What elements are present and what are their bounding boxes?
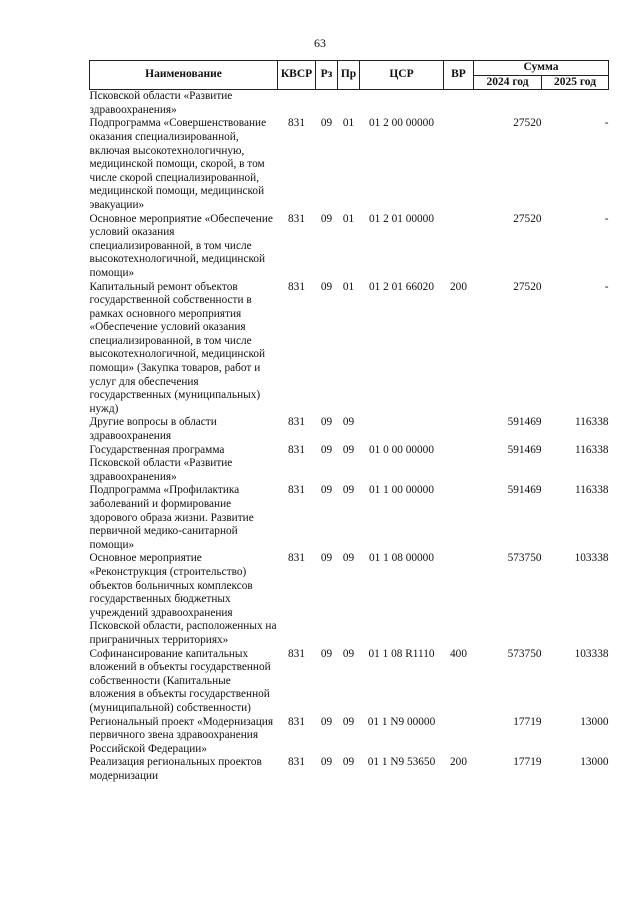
cell-pr: 09 xyxy=(342,416,355,429)
cell-csr xyxy=(360,416,444,443)
table-body xyxy=(90,90,609,784)
cell-pr: 01 xyxy=(342,280,355,293)
cell-csr: 01 1 N9 00000 xyxy=(367,715,436,728)
cell-vr xyxy=(444,90,474,118)
table-row xyxy=(90,484,609,552)
cell-pr: 09 xyxy=(342,443,355,456)
cell-pr: 09 xyxy=(342,647,355,660)
cell-rz: 09 xyxy=(320,117,333,130)
cell-rz xyxy=(316,90,338,118)
cell-vr xyxy=(444,716,474,757)
cell-pr: 09 xyxy=(342,552,355,565)
cell-vr: 400 xyxy=(450,647,467,660)
cell-sum-2025: - xyxy=(604,212,609,225)
cell-vr xyxy=(444,444,474,485)
cell-csr: 01 2 00 00000 xyxy=(369,117,434,130)
table-row xyxy=(90,648,609,716)
cell-name: Основное мероприятие «Обеспечение условий оказания специализированной, в том числе высокотехнологичной, медицинской помощи» xyxy=(89,212,273,279)
cell-pr: 09 xyxy=(342,715,355,728)
cell-rz: 09 xyxy=(320,552,333,565)
header-kvsr: КВСР xyxy=(278,61,316,90)
cell-csr: 01 1 00 00000 xyxy=(369,484,434,497)
cell-name: Капитальный ремонт объектов государственной собственности в рамках основного мероприятия «Обеспечение условий оказания специализированной, в том числе высокотехнологичной, медицинской помощи» (Закупка товаров, работ и услуг для обеспечения государственных (муниципальных) нужд) xyxy=(89,280,266,415)
cell-vr: 200 xyxy=(450,280,467,293)
cell-sum-2024: 27520 xyxy=(513,280,542,293)
cell-name: Софинансирование капитальных вложений в объекты государственной собственности (Капитальные вложения в объекты государственной (муниципальной) собственности) xyxy=(89,647,271,714)
table-row xyxy=(90,213,609,281)
cell-kvsr: 831 xyxy=(288,280,305,293)
cell-rz: 09 xyxy=(320,443,333,456)
cell-kvsr: 831 xyxy=(288,212,305,225)
cell-csr: 01 1 08 R1110 xyxy=(368,647,435,660)
cell-sum-2024: 17719 xyxy=(513,715,542,728)
cell-sum-2025: 116338 xyxy=(575,443,609,456)
cell-csr: 01 2 01 66020 xyxy=(369,280,434,293)
cell-sum-2025: 116338 xyxy=(575,484,609,497)
cell-sum-2024: 27520 xyxy=(513,117,542,130)
cell-rz: 09 xyxy=(320,715,333,728)
cell-sum-2025: 13000 xyxy=(580,715,609,728)
cell-vr xyxy=(444,416,474,443)
cell-name: Основное мероприятие «Реконструкция (строительство) объектов больничных комплексов государственных бюджетных учреждений здравоохранения Псковской области, расположенных на приграничных территориях» xyxy=(89,552,277,646)
cell-rz: 09 xyxy=(320,756,333,769)
cell-vr: 200 xyxy=(450,756,467,769)
cell-sum-2025: 103338 xyxy=(574,552,609,565)
cell-vr xyxy=(444,117,474,212)
cell-rz: 09 xyxy=(320,484,333,497)
cell-sum-2024: 17719 xyxy=(513,756,542,769)
header-year-2025: 2025 год xyxy=(542,75,609,90)
header-sum: Сумма xyxy=(474,61,609,76)
cell-sum-2025: 13000 xyxy=(580,756,609,769)
cell-kvsr: 831 xyxy=(288,715,305,728)
cell-kvsr: 831 xyxy=(288,552,305,565)
table-row xyxy=(90,416,609,443)
table-row xyxy=(90,90,609,118)
table-row xyxy=(90,552,609,647)
cell-sum-2025 xyxy=(542,90,609,118)
header-row xyxy=(90,61,609,76)
cell-name: Реализация региональных проектов модернизации xyxy=(89,756,262,782)
cell-sum-2024: 573750 xyxy=(507,552,542,565)
page-number: 63 xyxy=(314,36,326,50)
table-row xyxy=(90,716,609,757)
cell-name: Другие вопросы в области здравоохранения xyxy=(89,416,217,443)
cell-kvsr: 831 xyxy=(288,647,305,660)
header-pr: Пр xyxy=(338,61,360,90)
cell-kvsr: 831 xyxy=(288,117,305,130)
cell-kvsr xyxy=(278,90,316,118)
cell-pr: 01 xyxy=(342,117,355,130)
cell-rz: 09 xyxy=(320,647,333,660)
cell-csr: 01 1 N9 53650 xyxy=(367,756,436,769)
cell-pr: 01 xyxy=(342,212,355,225)
cell-kvsr: 831 xyxy=(288,416,305,429)
header-vr: ВР xyxy=(444,61,474,90)
cell-pr: 09 xyxy=(342,484,355,497)
header-name: Наименование xyxy=(90,61,278,90)
cell-vr xyxy=(444,484,474,552)
cell-csr: 01 0 00 00000 xyxy=(369,443,434,456)
cell-sum-2024: 27520 xyxy=(513,212,542,225)
cell-name: Государственная программа Псковской области «Развитие здравоохранения» xyxy=(89,443,233,483)
header-csr: ЦСР xyxy=(360,61,444,90)
cell-csr: 01 1 08 00000 xyxy=(369,552,434,565)
cell-sum-2024: 591469 xyxy=(507,416,542,429)
cell-name: Региональный проект «Модернизация первичного звена здравоохранения Российской Федерации» xyxy=(89,715,274,755)
table-row xyxy=(90,281,609,417)
cell-rz: 09 xyxy=(320,280,333,293)
cell-pr xyxy=(338,90,360,118)
cell-pr: 09 xyxy=(342,756,355,769)
budget-table xyxy=(89,60,609,783)
cell-sum-2024: 591469 xyxy=(507,484,542,497)
cell-csr: 01 2 01 00000 xyxy=(369,212,434,225)
cell-sum-2025: 103338 xyxy=(574,647,609,660)
cell-sum-2025: - xyxy=(604,117,609,130)
cell-name: Псковской области «Развитие здравоохранения» xyxy=(89,90,233,116)
cell-kvsr: 831 xyxy=(288,756,305,769)
cell-sum-2024: 591469 xyxy=(507,443,542,456)
cell-sum-2025: - xyxy=(604,280,609,293)
cell-csr xyxy=(360,90,444,118)
cell-vr xyxy=(444,552,474,647)
header-year-2024: 2024 год xyxy=(474,75,542,90)
cell-sum-2024: 573750 xyxy=(507,647,542,660)
cell-kvsr: 831 xyxy=(288,443,305,456)
header-rz: Рз xyxy=(316,61,338,90)
cell-kvsr: 831 xyxy=(288,484,305,497)
table-row xyxy=(90,756,609,783)
cell-name: Подпрограмма «Профилактика заболеваний и формирование здорового образа жизни. Развитие первичной медико-санитарной помощи» xyxy=(89,484,254,551)
cell-rz: 09 xyxy=(320,212,333,225)
cell-sum-2024 xyxy=(474,90,542,118)
cell-sum-2025: 116338 xyxy=(575,416,609,429)
table-row xyxy=(90,444,609,485)
cell-rz: 09 xyxy=(320,416,333,429)
cell-name: Подпрограмма «Совершенствование оказания специализированной, включая высокотехнологичную, медицинской помощи, скорой, в том числе скорой специализированной, медицинской помощи, медицинской эвакуации» xyxy=(89,117,267,211)
table-row xyxy=(90,117,609,212)
cell-vr xyxy=(444,213,474,281)
